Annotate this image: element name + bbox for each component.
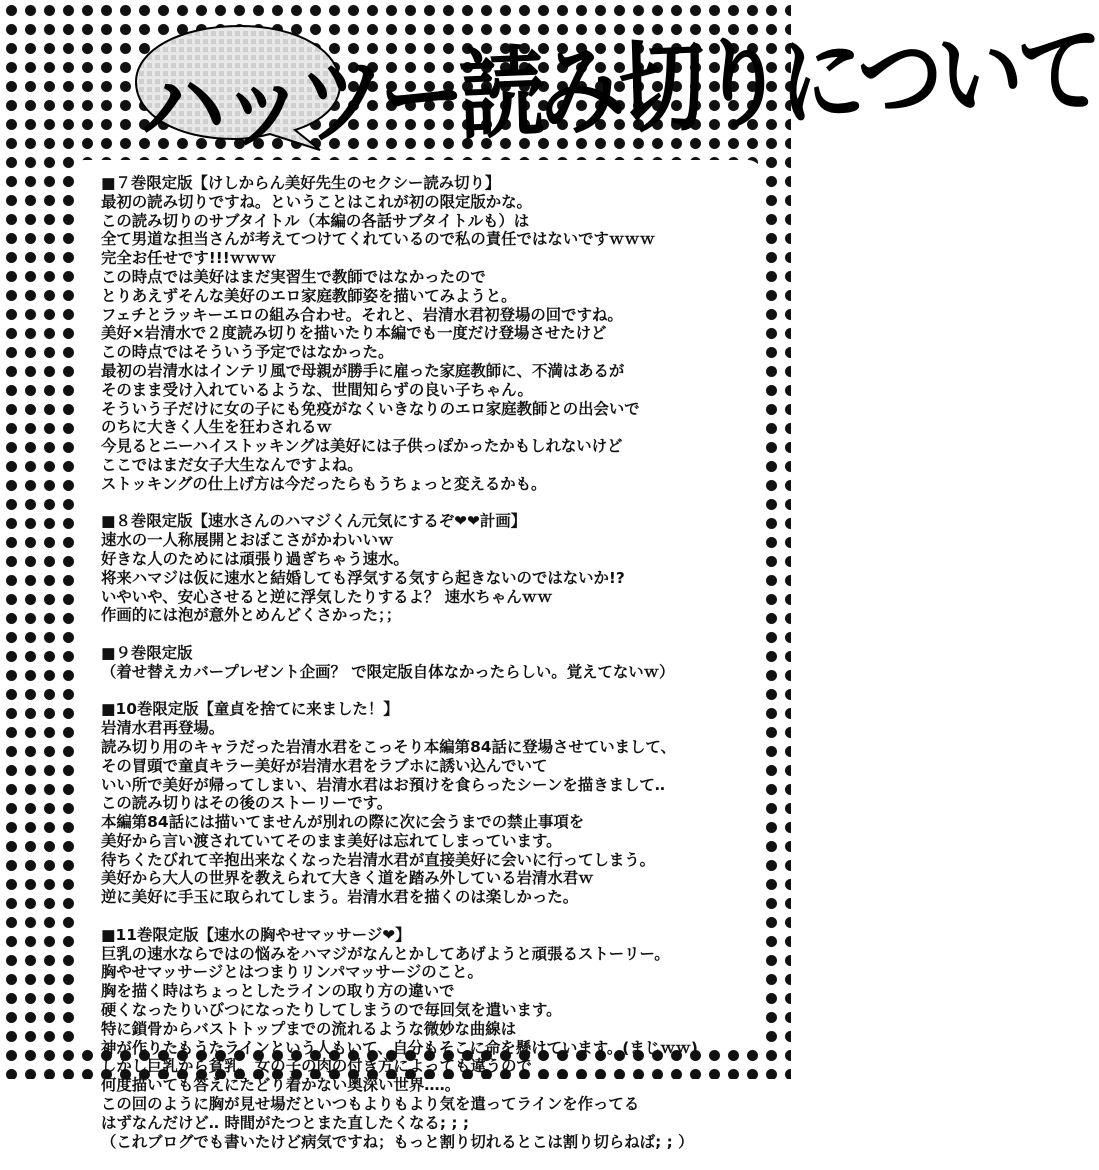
text-line: 本編第84話には描いてませんが別れの際に次に会うまでの禁止事項を xyxy=(101,813,585,832)
text-line: 逆に美好に手玉に取られてしまう。岩清水君を描くのは楽しかった。 xyxy=(101,888,579,907)
text-line: そういう子だけに女の子にも免疫がなくいきなりのエロ家庭教師との出会いで xyxy=(101,399,640,418)
text-line: この読み切りのサブタイトル（本編の各話サブタイトルも）は xyxy=(101,211,530,230)
text-line: のちに大きく人生を狂わされるｗ xyxy=(101,418,332,437)
text-line: 最初の読み切りですね。ということはこれが初の限定版かな。 xyxy=(101,192,532,211)
text-line: ここではまだ女子大生なんですよね。 xyxy=(101,455,363,474)
text-line: とりあえずそんな美好のエロ家庭教師姿を描いてみようと。 xyxy=(101,286,517,305)
page-title-block xyxy=(60,13,1099,172)
section-heading: ■９巻限定版 xyxy=(101,643,193,662)
text-line: しかし巨乳から貧乳、女の子の肉の付き方によっても違うので xyxy=(101,1057,532,1076)
text-line: 美好×岩清水で２度読み切りを描いたり本編でも一度だけ登場させたけど xyxy=(101,324,607,343)
text-line: 美好から大人の世界を教えられて大きく道を踏み外している岩清水君ｗ xyxy=(101,869,594,888)
text-line: はずなんだけど‥ 時間がたつとまた直したくなる; ; ; xyxy=(101,1113,470,1132)
text-line: 待ちくたびれて辛抱出来なくなった岩清水君が直接美好に会いに行ってしまう。 xyxy=(101,850,656,869)
section-vol11 xyxy=(101,926,751,1152)
text-line: 岩清水君再登場。 xyxy=(101,719,225,738)
text-line: 作画的には泡が意外とめんどくさかった；； xyxy=(101,606,402,625)
text-line: 将来ハマジは仮に速水と結婚しても浮気する気すら起きないのではないか!? xyxy=(101,568,625,587)
text-line: 神が作りたもうたラインという人もいて、自分もそこに命を懸けています。(まじｗｗ) xyxy=(101,1038,698,1057)
text-line: 特に鎖骨からバストトップまでの流れるような微妙な曲線は xyxy=(101,1019,517,1038)
text-line: 硬くなったりいびつになったりしてしまうので毎回気を遣います。 xyxy=(101,1001,562,1020)
section-heading: ■10巻限定版【童貞を捨てに来ました！】 xyxy=(101,700,399,719)
text-line: いやいや、安心させると逆に浮気したりするよ？ 速水ちゃんｗｗ xyxy=(101,587,553,606)
text-line: 胸やせマッサージとはつまりリンパマッサージのこと。 xyxy=(101,963,483,982)
text-line: この時点では美好はまだ実習生で教師ではなかったので xyxy=(101,267,486,286)
text-line: 胸を描く時はちょっとしたラインの取り方の違いで xyxy=(101,982,455,1001)
text-line: 読み切り用のキャラだった岩清水君をこっそり本編第84話に登場させていまして、 xyxy=(101,737,676,756)
section-heading: ■７巻限定版【けしからん美好先生のセクシー読み切り】 xyxy=(101,174,501,192)
section-heading: ■８巻限定版【速水さんのハマジくん元気にするぞ❤❤計画】 xyxy=(101,512,527,531)
section-heading: ■11巻限定版【速水の胸やせマッサージ❤】 xyxy=(101,925,411,944)
text-line: 完全お任せです!!!ｗｗｗ xyxy=(101,249,276,268)
text-line: この読み切りはその後のストーリーです。 xyxy=(101,794,393,813)
section-vol9 xyxy=(101,644,751,682)
text-line: 最初の岩清水はインテリ風で母親が勝手に雇った家庭教師に、不満はあるが xyxy=(101,361,625,380)
section-vol8 xyxy=(101,512,751,625)
text-line: 今見るとニーハイストッキングは美好には子供っぽかったかもしれないけど xyxy=(101,437,623,456)
article-body xyxy=(101,174,751,1170)
text-line: そのまま受け入れているような、世間知らずの良い子ちゃん。 xyxy=(101,380,533,399)
text-line: 全て男道な担当さんが考えてつけてくれているので私の責任ではないですｗｗｗ xyxy=(101,230,656,249)
text-line: ストッキングの仕上げ方は今だったらもうちょっと変えるかも。 xyxy=(101,474,547,493)
text-line: 美好から言い渡されていてそのまま美好は忘れてしまっています。 xyxy=(101,831,562,850)
text-line: 速水の一人称展開とおぼこさがかわいいｗ xyxy=(101,531,394,550)
page-title: ハッツー読み切りについて xyxy=(137,13,1099,167)
text-line: この時点ではそういう予定ではなかった。 xyxy=(101,343,394,362)
text-line: いい所で美好が帰ってしまい、岩清水君はお預けを食らったシーンを描きまして‥ xyxy=(101,775,666,794)
text-line: この回のように胸が見せ場だといつもよりもより気を遣ってラインを作ってる xyxy=(101,1095,640,1114)
text-line: 好きな人のためには頑張り過ぎちゃう速水。 xyxy=(101,549,409,568)
text-line: （これブログでも書いたけど病気ですね；もっと割り切れるとこは割り切らねば; ; ） xyxy=(101,1132,694,1151)
text-line: 巨乳の速水ならではの悩みをハマジがなんとかしてあげようと頑張るストーリー。 xyxy=(101,944,670,963)
text-line: （着せ替えカバープレゼント企画？ で限定版自体なかったらしい。覚えてないｗ） xyxy=(101,662,675,681)
section-vol7 xyxy=(101,174,751,494)
section-vol10 xyxy=(101,700,751,907)
text-line: フェチとラッキーエロの組み合わせ。それと、岩清水君初登場の回ですね。 xyxy=(101,305,623,324)
text-line: 何度描いても答えにたどり着かない奥深い世界‥‥。 xyxy=(101,1076,461,1095)
text-line: その冒頭で童貞キラー美好が岩清水君をラブホに誘い込んでいて xyxy=(101,756,548,775)
